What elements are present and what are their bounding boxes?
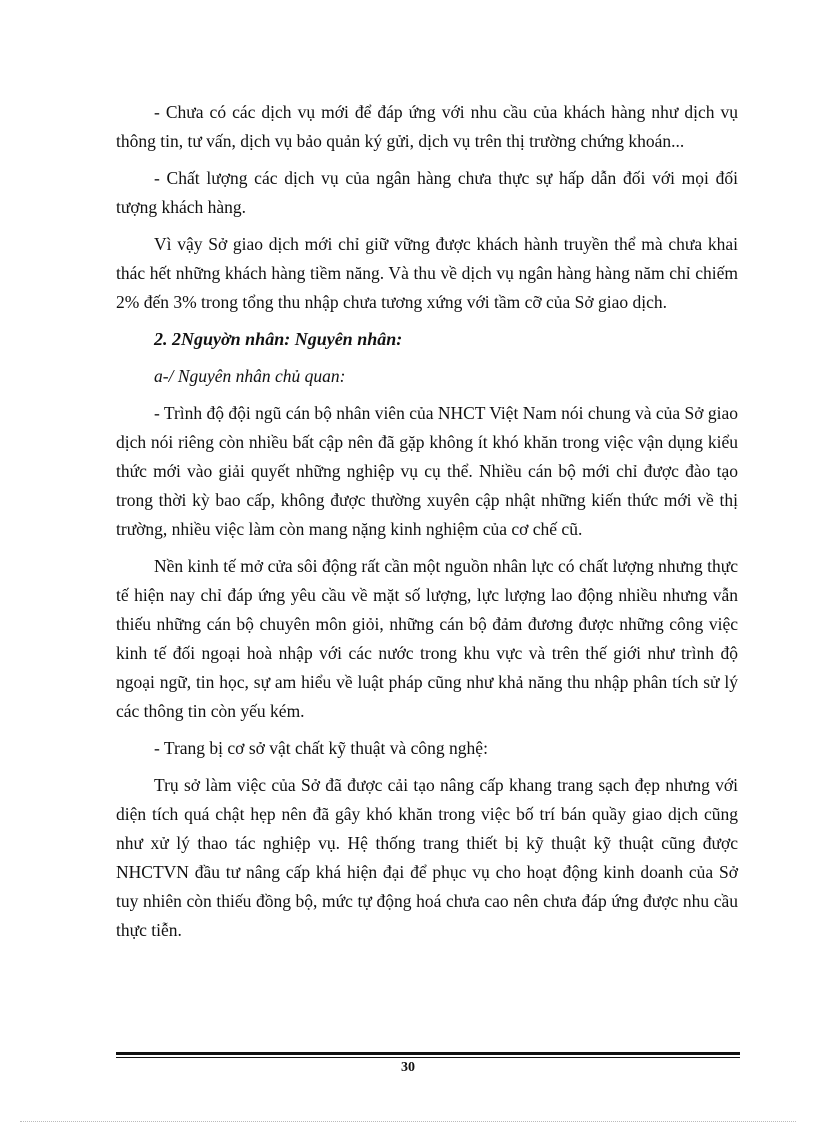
page-bottom-edge: [20, 1121, 796, 1122]
paragraph-facilities: Trụ sở làm việc của Sở đã được cải tạo nâng cấp khang trang sạch đẹp nhưng với diện tích quá chật hẹp nên đã gây khó khăn trong việc bố trí bán quầy giao dịch cũng như xử lý thao tác nghiệp vụ. Hệ thống trang thiết bị kỹ thuật kỹ thuật cũng được NHCTVN đầu tư nâng cấp khá hiện đại để phục vụ cho hoạt động kinh doanh của Sở tuy nhiên còn thiếu đồng bộ, mức tự động hoá chưa cao nên chưa đáp ứng được nhu cầu thực tiễn.: [116, 775, 738, 940]
paragraph-services-missing: - Chưa có các dịch vụ mới để đáp ứng với nhu cầu của khách hàng như dịch vụ thông tin, tư vấn, dịch vụ bảo quản ký gửi, dịch vụ trên thị trường chứng khoán...: [116, 102, 738, 151]
paragraph-service-quality: - Chất lượng các dịch vụ của ngân hàng chưa thực sự hấp dẫn đối với mọi đối tượng khách hàng.: [116, 168, 738, 217]
paragraph-staff-level: - Trình độ đội ngũ cán bộ nhân viên của NHCT Việt Nam nói chung và của Sở giao dịch nói riêng còn nhiều bất cập nên đã gặp không ít khó khăn trong việc vận dụng kiểu thức mới vào giải quyết những nghiệp vụ cụ thể. Nhiều cán bộ mới chỉ được đào tạo trong thời kỳ bao cấp, không được thường xuyên cập nhật những kiến thức mới về thị trường, nhiều việc làm còn mang nặng kinh nghiệm của cơ chế cũ.: [116, 403, 739, 539]
footer-rule-thin: [116, 1057, 740, 1058]
document-body: [116, 98, 738, 953]
page-number: 30: [401, 1060, 415, 1075]
section-heading: 2. 2Nguyờn nhân: Nguyên nhân:: [154, 329, 403, 349]
paragraph-equipment-title: - Trang bị cơ sở vật chất kỹ thuật và công nghệ:: [154, 738, 488, 758]
paragraph-human-resources: Nền kinh tế mở cửa sôi động rất cần một nguồn nhân lực có chất lượng nhưng thực tế hiện nay chỉ đáp ứng yêu cầu về mặt số lượng, lực lượng lao động nhiều nhưng vẫn thiếu những cán bộ chuyên môn giỏi, những cán bộ đảm đương được những công việc kinh tế đối ngoại hoà nhập với các nước trong khu vực và trên thế giới như trình độ ngoại ngữ, tin học, sự am hiểu về luật pháp cũng như khả năng thu nhập phân tích sử lý các thông tin còn yếu kém.: [116, 556, 738, 721]
paragraph-conclusion: Vì vậy Sở giao dịch mới chỉ giữ vững được khách hành truyền thể mà chưa khai thác hết những khách hàng tiềm năng. Và thu về dịch vụ ngân hàng hàng năm chỉ chiếm 2% đến 3% trong tổng thu nhập chưa tương xứng với tầm cỡ của Sở giao dịch.: [116, 234, 738, 312]
footer-rule-thick: [116, 1052, 740, 1055]
subsection-heading: a-/ Nguyên nhân chủ quan:: [154, 366, 346, 386]
